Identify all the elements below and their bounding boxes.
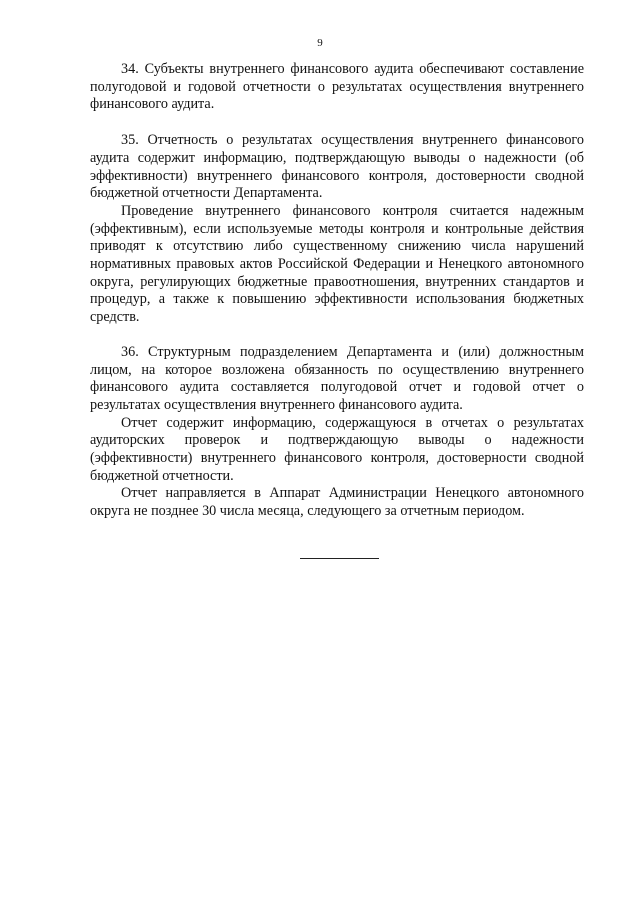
paragraph-36: 36. Структурным подразделением Департамента и (или) должностным лицом, на которое возложена обязанность по осуществлению внутреннего финансового аудита составляется полугодовой отчет и годовой отчет о результатах осуществления внутреннего финансового аудита. xyxy=(90,343,584,413)
end-divider-line xyxy=(300,558,379,559)
document-body xyxy=(90,61,584,521)
page-number: 9 xyxy=(317,37,323,49)
paragraph-spacer xyxy=(90,327,584,344)
paragraph-spacer xyxy=(90,114,584,132)
paragraph-35: 35. Отчетность о результатах осуществления внутреннего финансового аудита содержит информацию, подтверждающую выводы о надежности (об эффективности) внутреннего финансового контроля, достоверности сводной бюджетной отчетности Департамента. xyxy=(90,132,584,202)
paragraph-36-report-content: Отчет содержит информацию, содержащуюся в отчетах о результатах аудиторских проверок и подтверждающую выводы о надежности (эффективности) внутреннего финансового контроля, достоверности сводной бюджетной отчетности. xyxy=(90,414,584,484)
paragraph-35-continuation: Проведение внутреннего финансового контроля считается надежным (эффективным), если используемые методы контроля и контрольные действия приводят к отсутствию либо существенному снижению числа нарушений нормативных правовых актов Российской Федерации и Ненецкого автономного округа, регулирующих бюджетные правоотношения, внутренних стандартов и процедур, а также к повышению эффективности использования бюджетных средств. xyxy=(90,202,584,326)
paragraph-36-report-submission: Отчет направляется в Аппарат Администрации Ненецкого автономного округа не позднее 30 числа месяца, следующего за отчетным периодом. xyxy=(90,485,584,520)
paragraph-34: 34. Субъекты внутреннего финансового аудита обеспечивают составление полугодовой и годовой отчетности о результатах осуществления внутреннего финансового аудита. xyxy=(90,61,584,113)
